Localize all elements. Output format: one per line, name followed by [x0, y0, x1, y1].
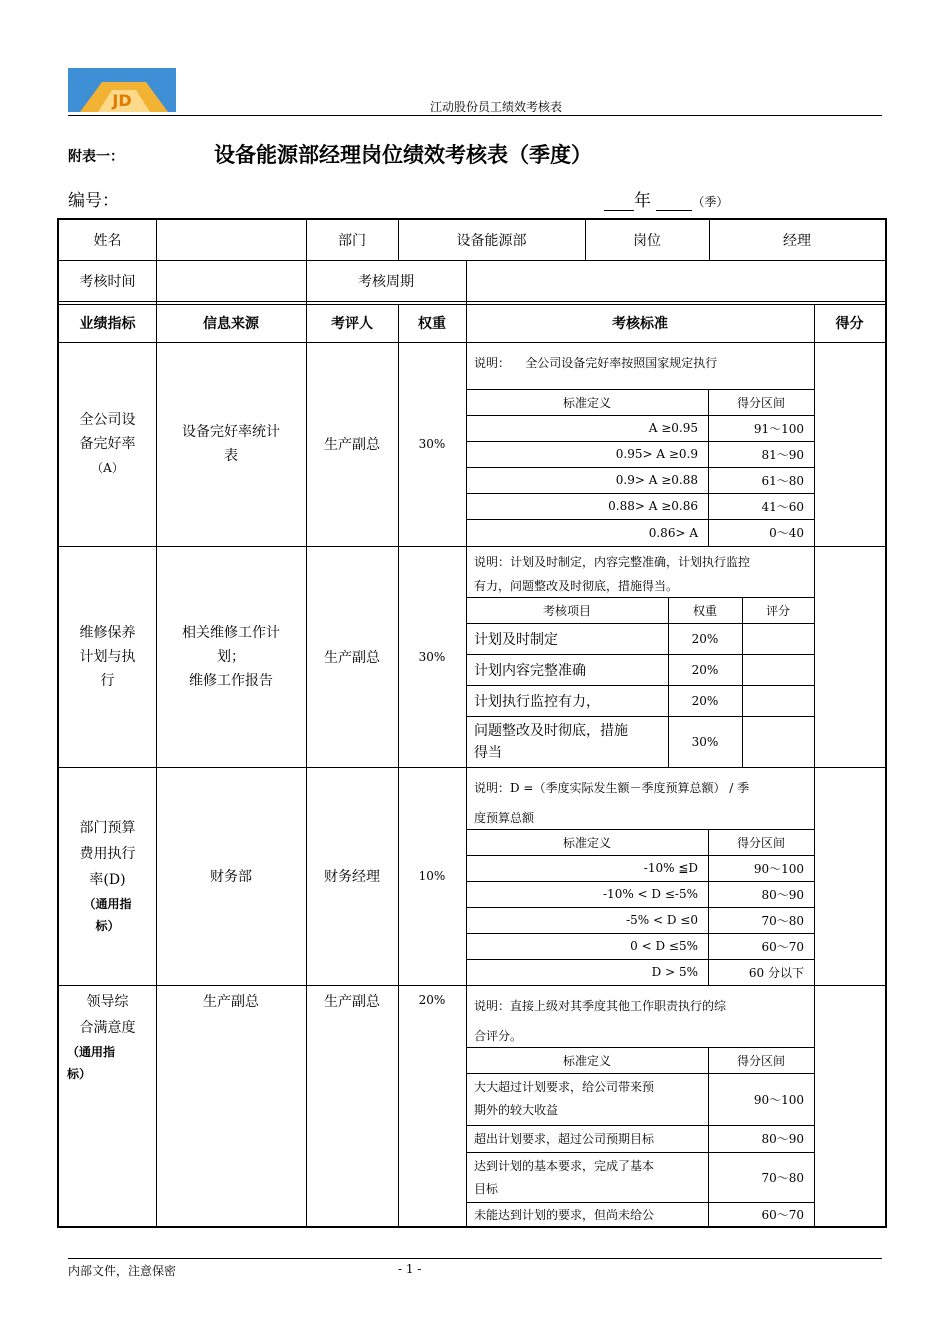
- name-field[interactable]: [156, 220, 306, 260]
- row1-weight: 30%: [418, 437, 446, 451]
- row3-range-head: 得分区间: [736, 835, 785, 850]
- row2-item-4-rate[interactable]: [742, 716, 814, 767]
- grid-line: [585, 220, 586, 260]
- row2-item-3-rate[interactable]: [742, 685, 814, 716]
- row3-def-5: D > 5%: [651, 965, 698, 979]
- post-value: 经理: [783, 233, 811, 249]
- row2-item-1-weight: 20%: [691, 631, 719, 646]
- row4-reviewer: 生产副总: [324, 994, 380, 1010]
- row3-range-1: 90～100: [753, 861, 804, 876]
- row2-item-4-weight: 30%: [691, 734, 719, 749]
- logo-text: JD: [112, 91, 132, 110]
- row3-reviewer: 财务经理: [324, 869, 380, 885]
- logo-graphic: [68, 68, 176, 112]
- row4-std-head: 标准定义: [562, 1053, 611, 1068]
- grid-line: [466, 1202, 814, 1203]
- row4-range-3: 70～80: [761, 1170, 804, 1185]
- row2-note: 说明：计划及时制定，内容完整准确，计划执行监控 有力，问题整改及时彻底，措施得当。: [474, 555, 751, 593]
- evaluation-table: [57, 218, 887, 1228]
- grid-line: [742, 597, 743, 767]
- row2-item-3-weight: 20%: [691, 693, 719, 708]
- grid-line: [59, 304, 885, 305]
- row4-note: 说明：直接上级对其季度其他工作职责执行的综 合评分。: [474, 999, 727, 1043]
- grid-line: [466, 597, 814, 598]
- grid-line: [466, 467, 814, 468]
- grid-line: [466, 1125, 814, 1126]
- row1-note: 说明： 全公司设备完好率按照国家规定执行: [474, 356, 718, 370]
- row2-indicator: 维修保养 计划与执 行: [79, 624, 136, 689]
- grid-line: [466, 654, 814, 655]
- row1-source: 设备完好率统计 表: [182, 424, 280, 464]
- row1-range-1: 91～100: [753, 421, 804, 436]
- serial-label: 编号：: [68, 191, 119, 211]
- col-reviewer: 考评人: [331, 316, 373, 332]
- row2-weight: 30%: [418, 649, 446, 664]
- row3-range-3: 70～80: [761, 913, 804, 928]
- page-title: 设备能源部经理岗位绩效考核表（季度）: [214, 143, 592, 167]
- company-header-title: 江动股份员工绩效考核表: [430, 100, 563, 114]
- row1-range-head: 得分区间: [736, 395, 785, 410]
- period-field[interactable]: [466, 260, 885, 301]
- row4-def-2: 超出计划要求，超过公司预期目标: [474, 1132, 655, 1146]
- grid-line: [59, 767, 885, 768]
- grid-line: [466, 1152, 814, 1153]
- dept-label: 部门: [338, 233, 366, 249]
- year-season-field: [604, 186, 728, 211]
- grid-line: [708, 389, 709, 546]
- row2-score[interactable]: [814, 546, 885, 767]
- col-indicator: 业绩指标: [79, 316, 136, 332]
- row1-range-5: 0～40: [769, 526, 804, 540]
- period-label: 考核周期: [358, 273, 414, 290]
- col-source: 信息来源: [203, 316, 259, 332]
- row2-item-2: 计划内容完整准确: [474, 662, 586, 679]
- grid-line: [59, 260, 885, 261]
- row3-range-2: 80～90: [761, 887, 804, 902]
- col-score: 得分: [835, 316, 864, 332]
- grid-line: [306, 220, 307, 1226]
- row3-note: 说明：D =（季度实际发生额－季度预算总额） / 季 度预算总额: [474, 781, 750, 825]
- row2-item-2-weight: 20%: [691, 662, 719, 677]
- season-label: （季）: [692, 195, 729, 209]
- post-label: 岗位: [633, 233, 661, 249]
- row3-def-3: -5% < D ≤0: [626, 913, 698, 927]
- row1-range-2: 81～90: [761, 447, 804, 462]
- row1-range-4: 41～60: [761, 499, 804, 514]
- grid-line: [466, 1047, 814, 1048]
- grid-line: [466, 716, 814, 717]
- year-blank[interactable]: [604, 192, 634, 211]
- grid-line: [466, 623, 814, 624]
- row1-score[interactable]: [814, 342, 885, 546]
- row2-reviewer: 生产副总: [324, 649, 380, 666]
- grid-line: [466, 881, 814, 882]
- row4-indicator: 领导综 合满意度 （通用指 标）: [67, 994, 136, 1081]
- name-label: 姓名: [93, 233, 122, 249]
- row4-weight: 20%: [418, 993, 446, 1007]
- row4-range-1: 90～100: [753, 1092, 804, 1107]
- grid-line: [708, 829, 709, 985]
- grid-line: [59, 301, 885, 302]
- time-label: 考核时间: [79, 273, 136, 290]
- row3-def-4: 0 < D ≤5%: [630, 939, 698, 953]
- grid-line: [466, 855, 814, 856]
- grid-line: [59, 342, 885, 343]
- row1-def-4: 0.88> A ≥0.86: [608, 499, 698, 513]
- row2-rate-head: 评分: [765, 603, 790, 618]
- grid-line: [398, 220, 399, 260]
- row2-item-1: 计划及时制定: [474, 631, 558, 648]
- row4-def-4: 未能达到计划的要求，但尚未给公: [474, 1207, 655, 1222]
- row3-range-5: 60 分以下: [748, 965, 804, 980]
- footer-divider: [68, 1258, 882, 1259]
- grid-line: [59, 985, 885, 986]
- grid-line: [708, 1047, 709, 1226]
- row1-indicator: 全公司设 备完好率 （A）: [79, 412, 136, 475]
- attachment-label: 附表一：: [68, 149, 124, 165]
- grid-line: [466, 1073, 814, 1074]
- row1-reviewer: 生产副总: [324, 437, 380, 453]
- row4-source: 生产副总: [203, 994, 259, 1010]
- row3-source: 财务部: [210, 869, 252, 885]
- grid-line: [709, 220, 710, 260]
- row1-def-1: A ≥0.95: [648, 421, 698, 435]
- col-weight: 权重: [418, 316, 446, 332]
- row4-range-4: 60～70: [761, 1207, 804, 1222]
- time-field[interactable]: [156, 260, 306, 301]
- row3-def-2: -10% < D ≤-5%: [603, 887, 698, 901]
- row2-item-4: 问题整改及时彻底，措施 得当: [474, 723, 628, 761]
- company-logo: [68, 68, 176, 112]
- row4-range-2: 80～90: [761, 1132, 804, 1146]
- grid-line: [466, 933, 814, 934]
- row2-item-1-rate[interactable]: [742, 623, 814, 654]
- row3-range-4: 60～70: [761, 939, 804, 954]
- grid-line: [398, 304, 399, 1226]
- row2-source: 相关维修工作计 划； 维修工作报告: [182, 624, 280, 689]
- row2-item-3: 计划执行监控有力，: [474, 693, 600, 710]
- row1-def-5: 0.86> A: [648, 525, 698, 540]
- grid-line: [466, 685, 814, 686]
- row4-range-head: 得分区间: [736, 1053, 785, 1068]
- row3-def-1: -10% ≦D: [643, 861, 698, 875]
- row4-def-3: 达到计划的基本要求，完成了基本 目标: [474, 1159, 655, 1196]
- row1-def-2: 0.95> A ≥0.9: [615, 447, 698, 461]
- header-divider: [68, 115, 882, 116]
- row3-indicator: 部门预算 费用执行 率(D) （通用指 标）: [79, 820, 136, 933]
- row3-std-head: 标准定义: [562, 835, 611, 850]
- year-label: 年: [634, 191, 651, 211]
- grid-line: [156, 220, 157, 1226]
- dept-value: 设备能源部: [456, 233, 527, 249]
- grid-line: [466, 907, 814, 908]
- row2-weight-head: 权重: [692, 603, 717, 618]
- grid-line: [466, 441, 814, 442]
- row3-score[interactable]: [814, 767, 885, 985]
- row4-score[interactable]: [814, 985, 885, 1226]
- col-standard: 考核标准: [612, 316, 668, 332]
- grid-line: [466, 959, 814, 960]
- grid-line: [466, 493, 814, 494]
- grid-line: [466, 260, 467, 1226]
- row1-range-3: 61～80: [761, 473, 804, 488]
- grid-line: [466, 415, 814, 416]
- grid-line: [59, 546, 885, 547]
- footer-confidential: 内部文件，注意保密: [68, 1264, 177, 1278]
- row3-weight: 10%: [418, 869, 446, 883]
- page-number: - 1 -: [398, 1262, 422, 1276]
- grid-line: [466, 519, 814, 520]
- grid-line: [466, 829, 814, 830]
- season-blank[interactable]: [656, 192, 692, 211]
- grid-line: [668, 597, 669, 767]
- row1-def-3: 0.9> A ≥0.88: [615, 473, 698, 487]
- row4-def-1: 大大超过计划要求，给公司带来预 期外的较大收益: [474, 1080, 655, 1117]
- grid-line: [466, 389, 814, 390]
- grid-line: [814, 304, 815, 1226]
- row2-item-2-rate[interactable]: [742, 654, 814, 685]
- row2-item-head: 考核项目: [542, 603, 591, 618]
- row1-std-head: 标准定义: [562, 395, 611, 410]
